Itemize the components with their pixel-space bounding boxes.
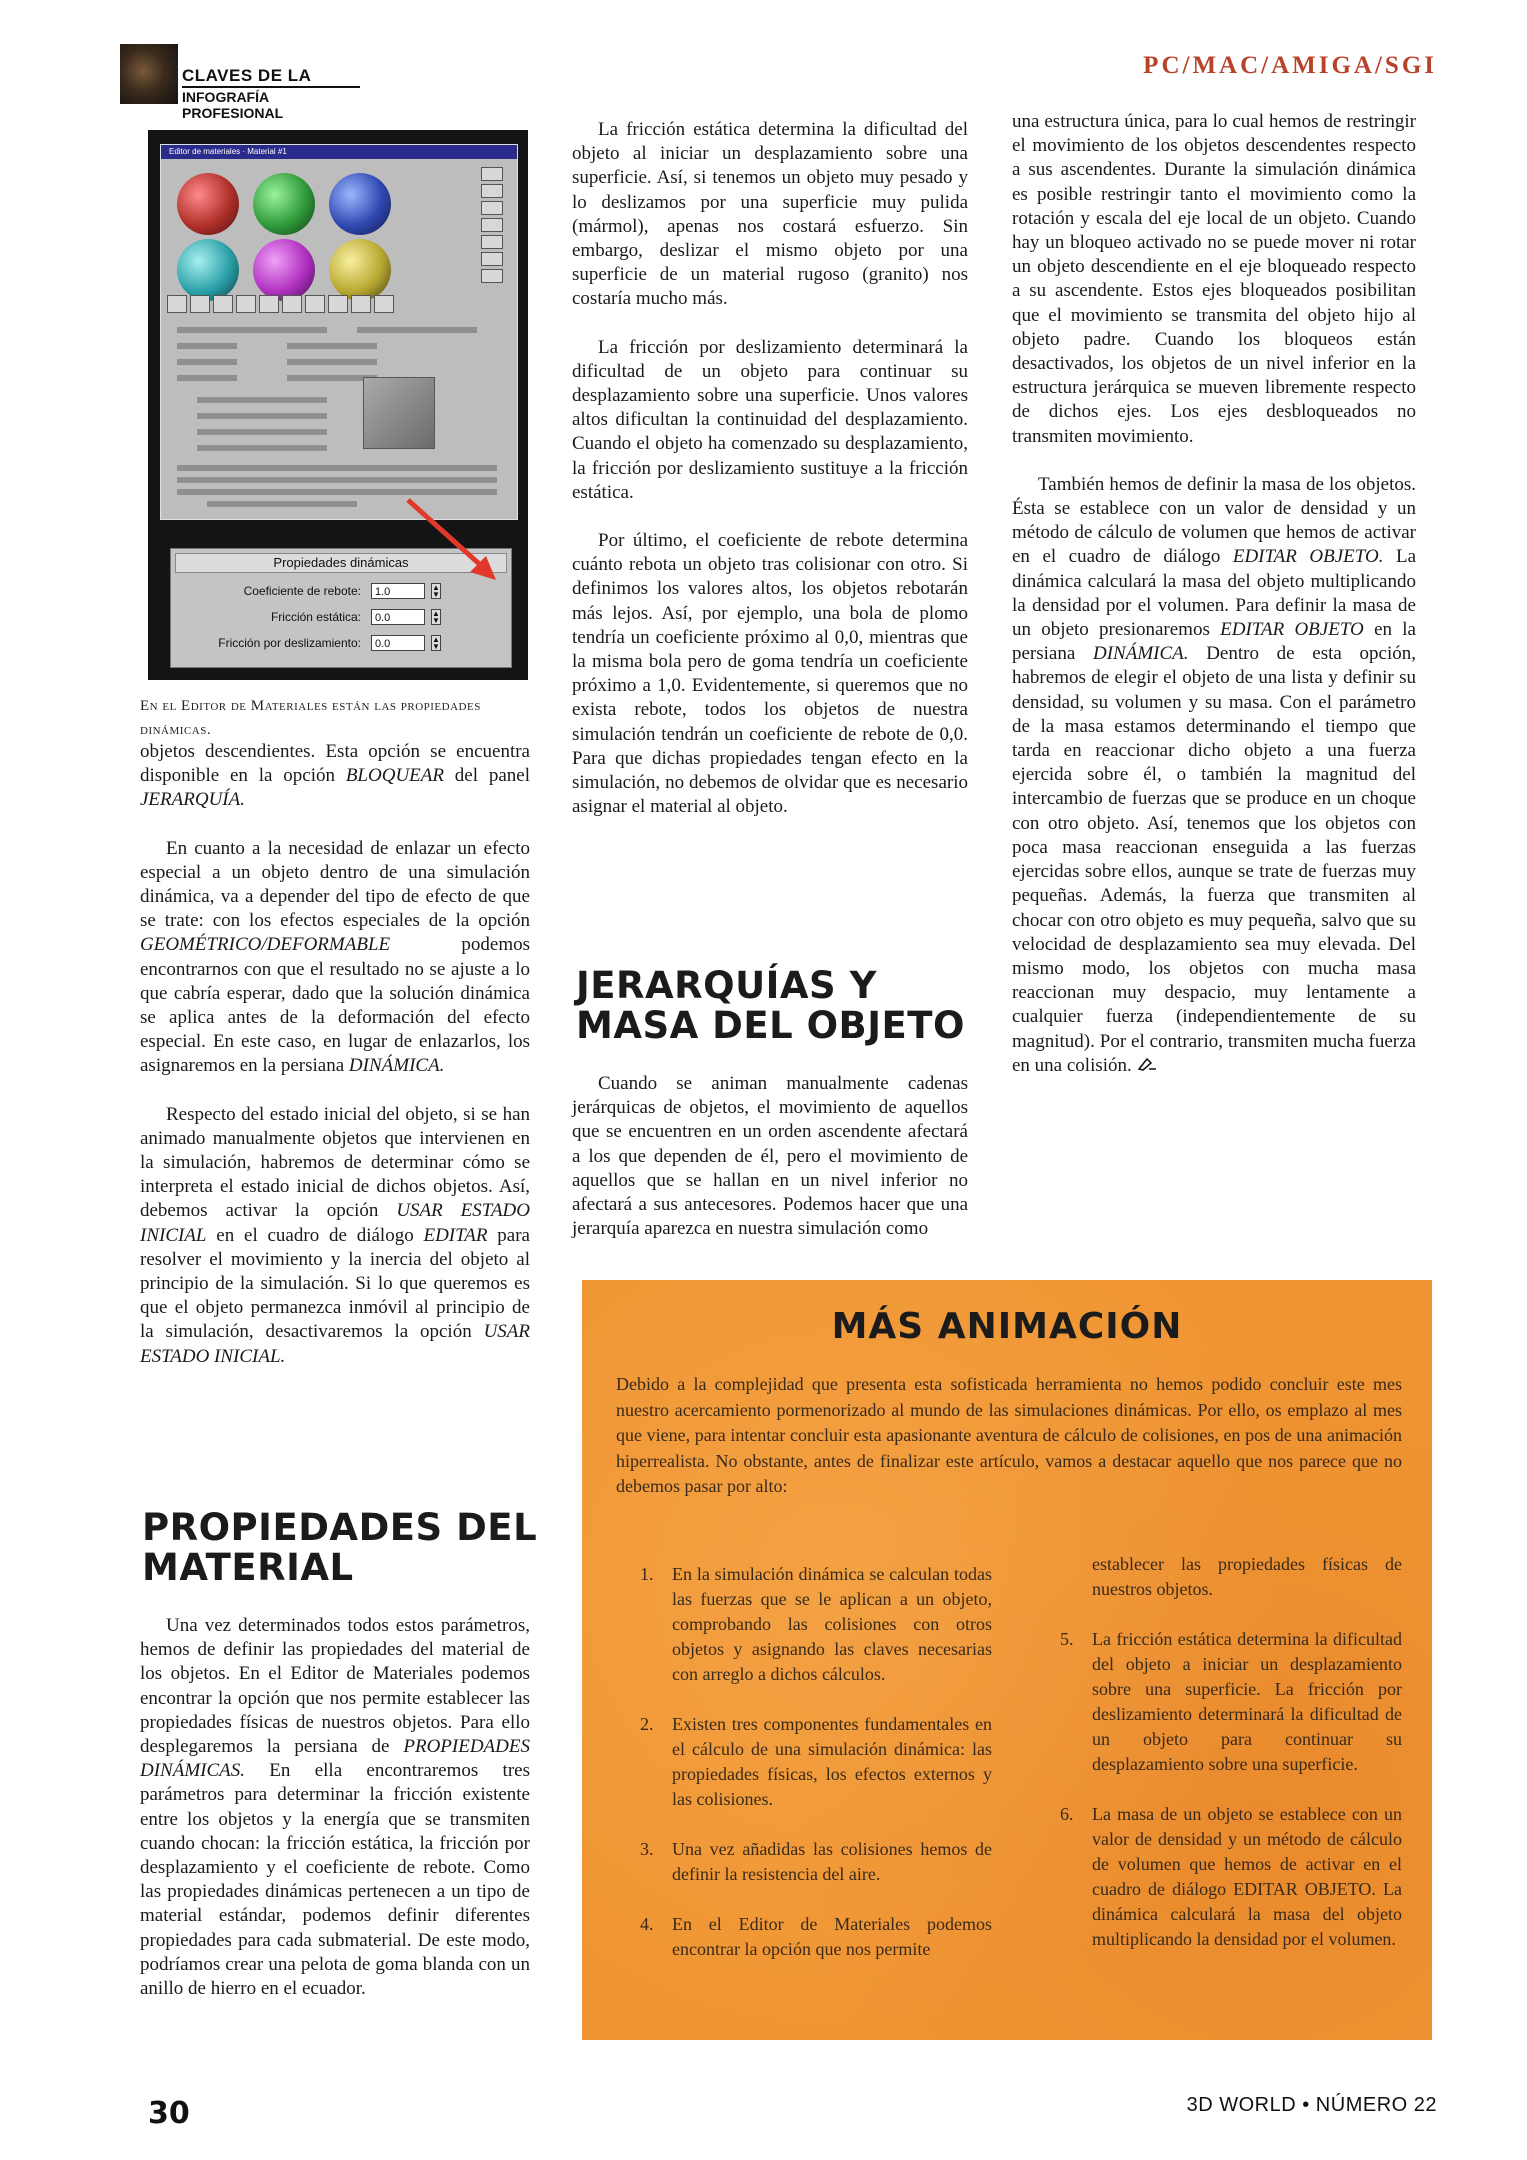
end-mark-icon: [1137, 1057, 1157, 1071]
paragraph: Una vez determinados todos estos parámetros, hemos de definir las propiedades del material de los objetos. En el Editor de Materiales podemos encontrar la opción que nos permite establecer las propiedades físicas de nuestros objetos. Para ello desplegaremos la persiana de PROPIEDADES DINÁMICAS. En ella encontraremos tres parámetros para determinar la fricción existente entre los objetos y la energía que se transmiten cuando chocan: la fricción estática, la fricción por desplazamiento y el coeficiente de rebote. Como las propiedades dinámicas pertenecen a un tipo de material estándar, podemos definir diferentes propiedades para cada submaterial. De este modo, podríamos crear una pelota de goma blanda con un anillo de hierro en el ecuador.: [140, 1615, 530, 2000]
list-item: 5. La fricción estática determina la dificultad del objeto a iniciar un desplazamiento sobre una superficie. La fricción por deslizamiento determinará la dificultad de un objeto para continuar su desplazamiento sobre una superficie.: [1060, 1629, 1402, 1774]
heading-material-properties: PROPIEDADES DEL MATERIAL: [142, 1506, 538, 1589]
column-3: [1012, 110, 1416, 1078]
paragraph: Por último, el coeficiente de rebote determina cuánto rebota un objeto tras colisionar con otro. Si definimos los valores altos, los objetos rebotarán más lejos. Así, por ejemplo, una bola de plomo tendría un coeficiente próximo al 0,0, mientras que la misma bola pero de goma tendría un coeficiente próximo a 1,0. Evidentemente, si queremos que no exista rebote, todos los objetos de nuestra simulación tendrán un coeficiente de rebote de 0,0. Para que dichas propiedades tengan efecto en la simulación, no debemos de olvidar que es necesario asignar el material al objeto.: [572, 530, 968, 818]
material-editor-screenshot: [148, 130, 528, 680]
paragraph: También hemos de definir la masa de los objetos. Ésta se establece con un valor de densidad y un método de cálculo de volumen que hemos de activar en el cuadro de diálogo EDITAR OBJETO. La dinámica calculará la masa del objeto multiplicando la densidad por el volumen. Para definir la masa de un objeto presionaremos EDITAR OBJETO en la persiana DINÁMICA. Dentro de esta opción, habremos de elegir el objeto de una lista y definir su densidad, su volumen y su masa. Con el parámetro de la masa estamos determinando el tiempo que tarda en reaccionar dicho objeto a una fuerza ejercida sobre él, o también la magnitud del intercambio de fuerzas que se produce en un choque con otro objeto. Así, tenemos que los objetos con poca masa reaccionan enseguida a las fuerzas ejercidas sobre ellos, aunque se trate de fuerzas muy pequeñas. Además, la fuerza que transmiten al chocar con otro objeto es muy pequeña, salvo que su velocidad de desplazamiento sea muy elevada. Del mismo modo, los objetos con mucha masa reaccionan muy despacio, muy lentamente a cualquier fuerza (independientemente de su magnitud). Por el contrario, transmiten mucha fuerza en una colisión.: [1012, 473, 1417, 1076]
paragraph: Cuando se animan manualmente cadenas jerárquicas de objetos, el movimiento de aquellos que se encuentren en un orden ascendente afectará a los que dependen de él, pero el movimiento de aquellos que se hallan en un nivel inferior no afectará a sus antecesores. Podemos hacer que una jerarquía aparezca en nuestra simulación como: [572, 1073, 968, 1240]
paragraph: En cuanto a la necesidad de enlazar un efecto especial a un objeto dentro de una simulación dinámica, va a depender del tipo de efecto de que se trate: con los efectos especiales de la opción GEOMÉTRICO/DEFORMABLE podemos encontrarnos con que el resultado no se ajuste a lo que cabría esperar, dado que la solución dinámica se aplica antes de la deformación del efecto especial. En este caso, en lugar de enlazarlos, los asignaremos en la persiana DINÁMICA.: [140, 837, 530, 1077]
column-2-bottom: [572, 1072, 968, 1241]
column-1-bottom: [140, 1614, 530, 2001]
section-logo: [120, 44, 360, 121]
paragraph: Respecto del estado inicial del objeto, si se han animado manualmente objetos que intervienen en la simulación, habremos de determinar cómo se interpreta el estado inicial de dichos objetos. Así, debemos activar la opción USAR ESTADO INICIAL en el cuadro de diálogo EDITAR para resolver el movimiento y la inercia del objeto al principio de la simulación. Si lo que queremos es que el objeto permanezca inmóvil al principio de la simulación, desactivaremos la opción USAR ESTADO INICIAL.: [140, 1103, 530, 1367]
spinner-icon[interactable]: ▲ ▼: [432, 609, 440, 625]
static-friction-label: Fricción estática:: [270, 610, 361, 624]
column-2: [572, 118, 968, 819]
sidebar-box: [582, 1280, 1432, 2040]
platforms-header: PC/MAC/AMIGA/SGI: [1143, 52, 1437, 79]
paragraph: una estructura única, para lo cual hemos de restringir el movimiento de los objetos descendentes respecto a sus ascendentes. Durante la simulación dinámica es posible restringir tanto el movimiento como la rotación y escala del eje local de un objeto. Cuando hay un bloqueo activado no se puede mover ni rotar un objeto descendiente en el eje bloqueado respecto a su ascendente. Estos ejes bloqueados posibilitan que el movimiento se transmita del objeto hijo al objeto padre. Cuando los bloqueos están desactivados, los objetos de un nivel inferior en la estructura jerárquica se mueven libremente respecto de dichos ejes. Los ejes desbloqueados no transmiten movimiento.: [1012, 111, 1416, 447]
figure-caption: En el Editor de Materiales están las propiedades dinámicas.: [140, 698, 481, 738]
static-friction-input[interactable]: 0.0: [371, 609, 425, 625]
list-item: 1. En la simulación dinámica se calculan todas las fuerzas que se le aplican a un objeto, comprobando las colisiones con otros objetos y asignando las claves necesarias con arreglo a dichos cálculos.: [640, 1564, 992, 1684]
heading-hierarchies: JERARQUÍAS Y MASA DEL OBJETO: [576, 964, 965, 1047]
list-item: 2. Existen tres componentes fundamentales en el cálculo de una simulación dinámica: las propiedades físicas, los efectos externos y las colisiones.: [640, 1714, 992, 1809]
list-item: 3. Una vez añadidas las colisiones hemos de definir la resistencia del aire.: [640, 1839, 992, 1884]
panel-title[interactable]: Propiedades dinámicas: [175, 553, 507, 573]
paragraph: objetos descendientes. Esta opción se encuentra disponible en la opción BLOQUEAR del panel JERARQUÍA.: [140, 741, 530, 811]
box-list-left: [632, 1562, 992, 1962]
red-arrow-icon: [148, 130, 528, 680]
logo-line2: INFOGRAFÍA PROFESIONAL: [182, 86, 360, 121]
sliding-friction-input[interactable]: 0.0: [371, 635, 425, 651]
logo-photo: [120, 44, 178, 104]
logo-line1: CLAVES DE LA: [182, 66, 312, 85]
list-item-continuation: establecer las propiedades físicas de nuestros objetos.: [1092, 1554, 1402, 1599]
bounce-label: Coeficiente de rebote:: [243, 584, 361, 598]
spinner-icon[interactable]: ▲ ▼: [432, 583, 440, 599]
sliding-friction-label: Fricción por deslizamiento:: [218, 636, 361, 650]
paragraph: La fricción estática determina la dificultad del objeto al iniciar un desplazamiento sobre una superficie. Así, si tenemos un objeto muy pesado y lo deslizamos por una superficie muy pulida (mármol), apenas nos costará esfuerzo. Sin embargo, deslizar el mismo objeto por una superficie de un material rugoso (granito) nos costaría mucho más.: [572, 119, 968, 310]
bounce-input[interactable]: 1.0: [371, 583, 425, 599]
page-number: 30: [148, 2096, 190, 2131]
spinner-icon[interactable]: ▲ ▼: [432, 635, 440, 651]
box-intro: Debido a la complejidad que presenta esta sofisticada herramienta no hemos podido concluir este mes nuestro acercamiento pormenorizado al mundo de las simulaciones dinámicas. Por ello, os emplazo al mes que viene, para intentar concluir esta apasionante aventura de cálculo de colisiones, en pos de una animación hiperrealista. No obstante, antes de finalizar este artículo, vamos a destacar aquello que nos parece que no debemos pasar por alto:: [616, 1374, 1402, 1496]
publication-footer: 3D WORLD • NÚMERO 22: [1186, 2094, 1437, 2116]
window-title: Editor de materiales · Material #1: [161, 145, 517, 159]
list-item: 4. En el Editor de Materiales podemos encontrar la opción que nos permite: [640, 1914, 992, 1959]
list-item: 6. La masa de un objeto se establece con un valor de densidad y un método de cálculo de volumen que hemos de activar en el cuadro de diálogo EDITAR OBJETO. La dinámica calculará la masa del objeto multiplicando la densidad por el volumen.: [1060, 1804, 1402, 1949]
paragraph: La fricción por deslizamiento determinará la dificultad de un objeto para continuar su desplazamiento sobre una superficie. Unos valores altos dificultan la continuidad del desplazamiento. Cuando el objeto ha comenzado su desplazamiento, la fricción por deslizamiento sustituye a la fricción estática.: [572, 336, 968, 503]
box-title: MÁS ANIMACIÓN: [831, 1306, 1183, 1347]
box-list-right: [1052, 1552, 1402, 1952]
column-1: [140, 740, 530, 1369]
